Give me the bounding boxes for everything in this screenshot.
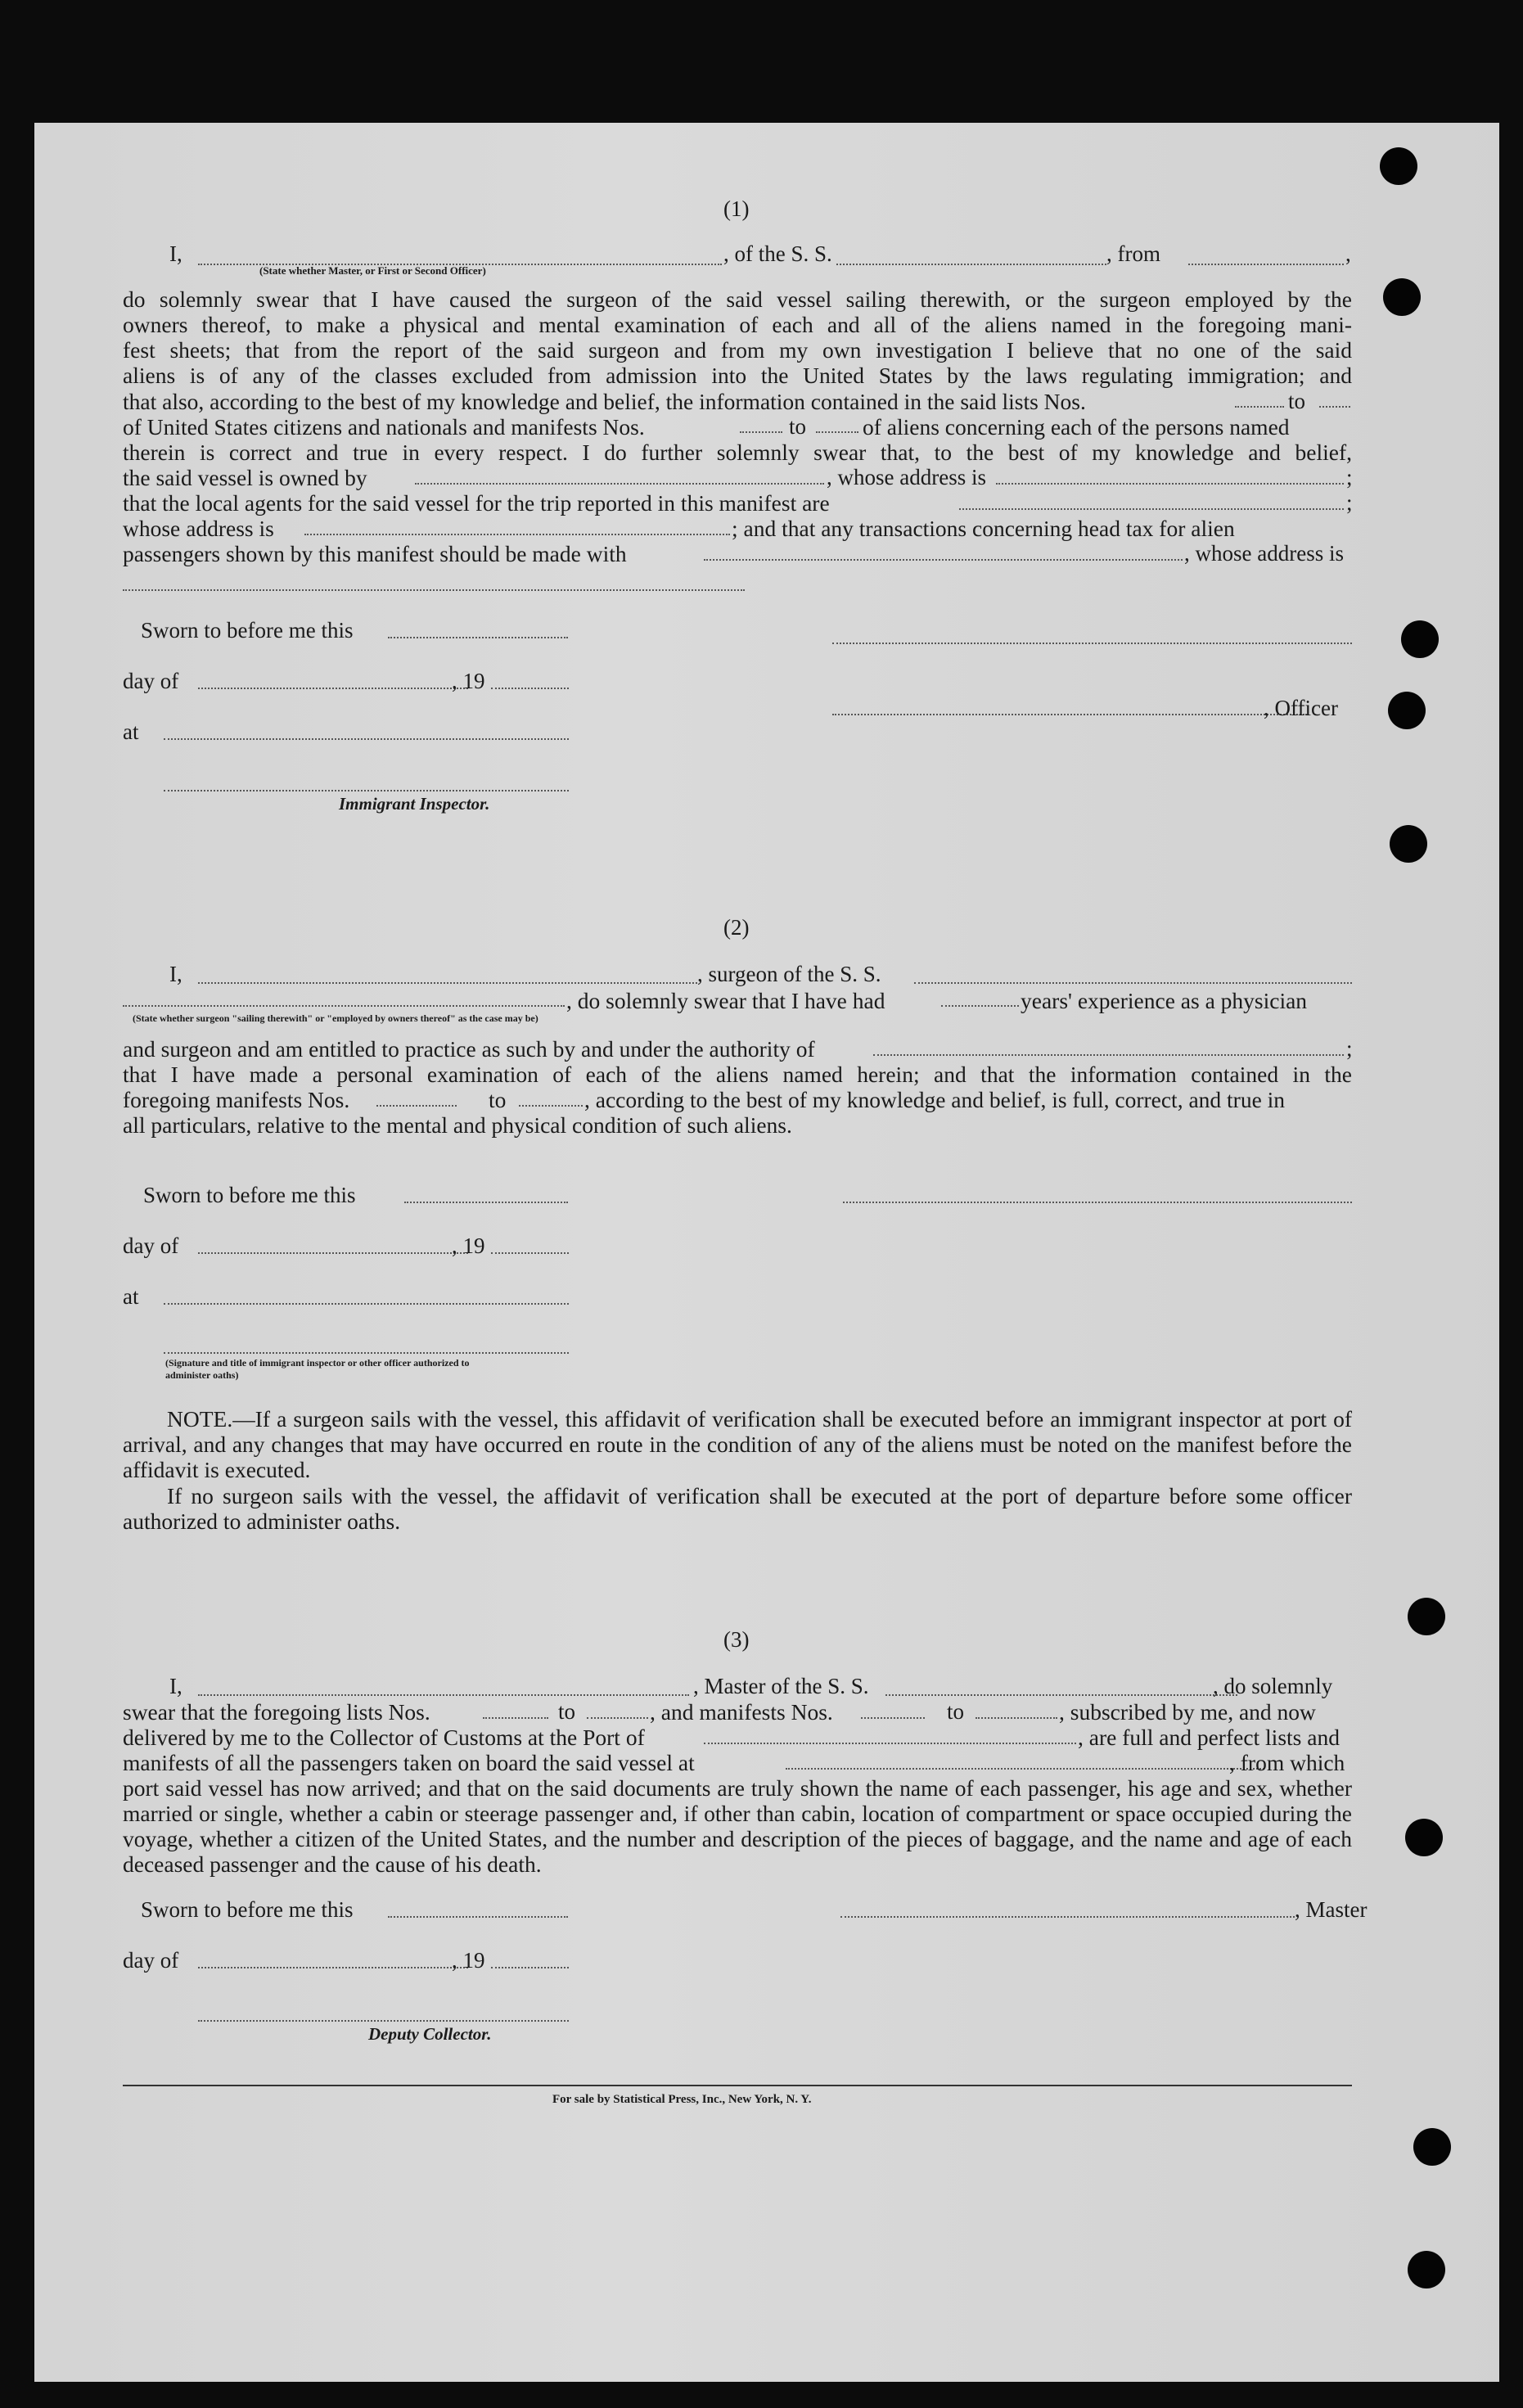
s3-boarded-at-line (786, 1768, 1264, 1770)
local-agents-line (959, 508, 1344, 510)
s3-day-line (198, 1967, 468, 1968)
section-2-number: (2) (723, 915, 750, 940)
s2-at-line (164, 1303, 569, 1305)
s3-sig-line (840, 1916, 1295, 1918)
s2-swear: , do solemnly swear that I have had (566, 988, 885, 1013)
s3-collector: Deputy Collector. (368, 2024, 492, 2044)
punch-hole (1388, 692, 1426, 729)
s1-nineteen: , 19 (452, 669, 485, 693)
s3-line-2e: , subscribed by me, and now (1059, 1699, 1316, 1725)
s2-line-5a: foregoing manifests Nos. (123, 1087, 350, 1112)
s3-manifests-to-line (976, 1717, 1057, 1719)
s2-day-of: day of (123, 1233, 179, 1258)
s2-line-3: and surgeon and am entitled to practice as such by and under the authority of (123, 1036, 815, 1062)
s1-year-line (491, 688, 569, 689)
s3-master: , Master of the S. S. (693, 1674, 869, 1698)
s2-line-5b: to (489, 1087, 507, 1112)
s2-line-6: all particulars, relative to the mental and physical condition of such aliens. (123, 1112, 792, 1138)
s1-line-6: of United States citizens and nationals and manifests Nos. (123, 414, 645, 440)
s1-line-1: do solemnly swear that I have caused the surgeon of the said vessel sailing therewith, or the surgeon employed by the (123, 286, 1352, 312)
s1-line-5: that also, according to the best of my knowledge and belief, the information contained in the said lists Nos. (123, 389, 1086, 414)
s1-line-11: passengers shown by this manifest should be made with (123, 541, 627, 566)
s1-sworn: Sworn to before me this (141, 618, 354, 643)
s2-line-5c: , according to the best of my knowledge and belief, is full, correct, and true in (584, 1087, 1286, 1112)
s3-master-label: , Master (1295, 1897, 1368, 1922)
agents-address-line (304, 534, 730, 535)
section-1-i: I, (169, 241, 182, 266)
s1-whose-address-2: , whose address is (1184, 541, 1344, 566)
s2-nineteen: , 19 (452, 1233, 485, 1258)
s2-name-line-1 (198, 982, 697, 984)
s1-sig-line-1 (832, 643, 1352, 644)
note-text-1: NOTE.—If a surgeon sails with the vessel, this affidavit of verification shall be executed before an immigrant inspector at port of arrival, and any changes that may have occurred en route in the condition of any of the aliens must be noted on the manifest before the affidavit is executed. (123, 1406, 1352, 1482)
s2-years-line (941, 1005, 1019, 1007)
s1-sworn-line (388, 637, 568, 638)
section-1-number: (1) (723, 196, 750, 221)
s1-line-2: owners thereof, to make a physical and mental examination of each and all of the aliens named in the foregoing mani- (123, 312, 1352, 337)
punch-hole (1408, 1598, 1445, 1635)
s3-lists-from-line (483, 1717, 548, 1719)
s1-aliens-concerning: of aliens concerning each of the persons named (863, 414, 1290, 440)
s2-day-line (198, 1252, 468, 1254)
s2-year-line (491, 1252, 569, 1254)
s1-semicolon-1: ; (1346, 465, 1353, 489)
s3-swear: , do solemnly (1213, 1674, 1333, 1698)
s1-officer: , Officer (1264, 696, 1338, 720)
s3-day-of: day of (123, 1948, 179, 1973)
s1-day-line (198, 688, 468, 689)
punch-hole (1380, 147, 1417, 185)
owner-address-line (996, 483, 1344, 485)
s1-head-tax: ; and that any transactions concerning head tax for alien (732, 516, 1235, 541)
s2-sworn: Sworn to before me this (143, 1183, 356, 1207)
s3-collector-line (198, 2020, 569, 2022)
s3-line-4b: , from which (1229, 1750, 1345, 1775)
punch-hole (1408, 2251, 1445, 2289)
s2-manifest-from-line (376, 1105, 457, 1107)
s2-sworn-line (404, 1202, 568, 1203)
section-1-comma: , (1345, 241, 1351, 266)
section-3-i: I, (169, 1674, 182, 1698)
s1-at-line (164, 738, 569, 740)
punch-hole (1401, 620, 1439, 658)
s1-to-2: to (789, 414, 807, 439)
s3-line-3a: delivered by me to the Collector of Customs at the Port of (123, 1725, 645, 1750)
s3-sworn-line (388, 1916, 568, 1918)
s1-line-8: the said vessel is owned by (123, 465, 367, 490)
manifest-back-page (34, 123, 1499, 2382)
s1-line-10: whose address is (123, 516, 274, 541)
lists-from-line (1235, 406, 1284, 408)
section-2-surgeon: , surgeon of the S. S. (697, 962, 881, 986)
lists-to-line (1319, 406, 1350, 408)
s2-name-line-2 (123, 1005, 565, 1007)
s1-whose-address-1: , whose address is (827, 465, 986, 489)
s3-line-2d: to (947, 1699, 965, 1724)
s1-inspector: Immigrant Inspector. (339, 794, 490, 814)
head-tax-party-line (704, 559, 1183, 561)
footer-imprint: For sale by Statistical Press, Inc., New York, N. Y. (552, 2093, 812, 2106)
s1-semicolon-2: ; (1346, 490, 1353, 515)
punch-hole (1405, 1819, 1443, 1856)
s2-authority-line (873, 1054, 1344, 1056)
s3-port-line (704, 1743, 1076, 1744)
s2-line-4: that I have made a personal examination of each of the aliens named herein; and that the information contained in the (123, 1062, 1352, 1087)
s2-sig-line (843, 1202, 1352, 1203)
s2-manifest-to-line (519, 1105, 583, 1107)
s2-semicolon: ; (1346, 1036, 1353, 1061)
s3-line-3b: , are full and perfect lists and (1078, 1725, 1340, 1750)
s1-sig-line-2 (832, 714, 1307, 715)
vessel-name-line (836, 264, 1106, 265)
s3-name-line (198, 1694, 689, 1696)
s1-day-of: day of (123, 669, 179, 693)
s2-vessel-line (914, 982, 1352, 984)
section-2-i: I, (169, 962, 182, 986)
punch-hole (1383, 278, 1421, 316)
s1-to-1: to (1288, 389, 1306, 413)
s3-line-2c: , and manifests Nos. (650, 1699, 833, 1725)
s1-at: at (123, 719, 139, 744)
s1-line-9: that the local agents for the said vessel for the trip reported in this manifest are (123, 490, 830, 516)
s1-line-3: fest sheets; that from the report of the said surgeon and from my own investigation I believe that no one of the said (123, 337, 1352, 363)
s1-inspector-line (164, 790, 569, 791)
s3-line-2a: swear that the foregoing lists Nos. (123, 1699, 430, 1725)
note-text-2: If no surgeon sails with the vessel, the affidavit of verification shall be executed at the port of departure before some officer authorized to administer oaths. (123, 1483, 1352, 1534)
s1-line-4: aliens is of any of the classes excluded from admission into the United States by the laws regulating immigration; and (123, 363, 1352, 388)
punch-hole (1390, 825, 1427, 863)
s3-line-2b: to (558, 1699, 576, 1724)
s3-manifests-from-line (861, 1717, 925, 1719)
from-port-line (1188, 264, 1344, 265)
signature-note: (Signature and title of immigrant inspector or other officer authorized to administer oaths) (165, 1357, 470, 1381)
s2-years: years' experience as a physician (1021, 988, 1308, 1013)
s3-nineteen: , 19 (452, 1948, 485, 1973)
note-paragraph-1 (123, 1406, 1352, 1482)
section-3-number: (3) (723, 1627, 750, 1652)
surgeon-note: (State whether surgeon "sailing therewith" or "employed by owners thereof" as the case may be) (133, 1012, 538, 1024)
s3-vessel-line (885, 1694, 1237, 1696)
master-note: (State whether Master, or First or Second Officer) (259, 264, 486, 277)
s3-sworn: Sworn to before me this (141, 1897, 354, 1922)
s3-lists-to-line (587, 1717, 648, 1719)
s2-at: at (123, 1284, 139, 1309)
manifests-from-line (740, 431, 782, 433)
owner-line (415, 483, 824, 485)
footer-rule (123, 2085, 1352, 2086)
manifests-to-line (816, 431, 858, 433)
s3-year-line (491, 1967, 569, 1968)
s1-line-7: therein is correct and true in every respect. I do further solemnly swear that, to the best of my knowledge and belief, (123, 440, 1352, 465)
section-1-from: , from (1106, 241, 1160, 266)
section-1-of-ss: , of the S. S. (723, 241, 832, 266)
s3-body: port said vessel has now arrived; and that on the said documents are truly shown the name of each passenger, his age and sex, whether married or single, whether a cabin or steerage passenger and, if other than cabin, location of compartment or space occupied during the voyage, whether a citizen of the United States, and the number and description of the pieces of baggage, and the name and age of each deceased passenger and the cause of his death. (123, 1775, 1352, 1877)
s3-line-4a: manifests of all the passengers taken on board the said vessel at (123, 1750, 695, 1775)
head-tax-address-line (123, 589, 745, 591)
s2-inspector-line (164, 1352, 569, 1354)
note-paragraph-2 (123, 1483, 1352, 1534)
punch-hole (1413, 2128, 1451, 2166)
